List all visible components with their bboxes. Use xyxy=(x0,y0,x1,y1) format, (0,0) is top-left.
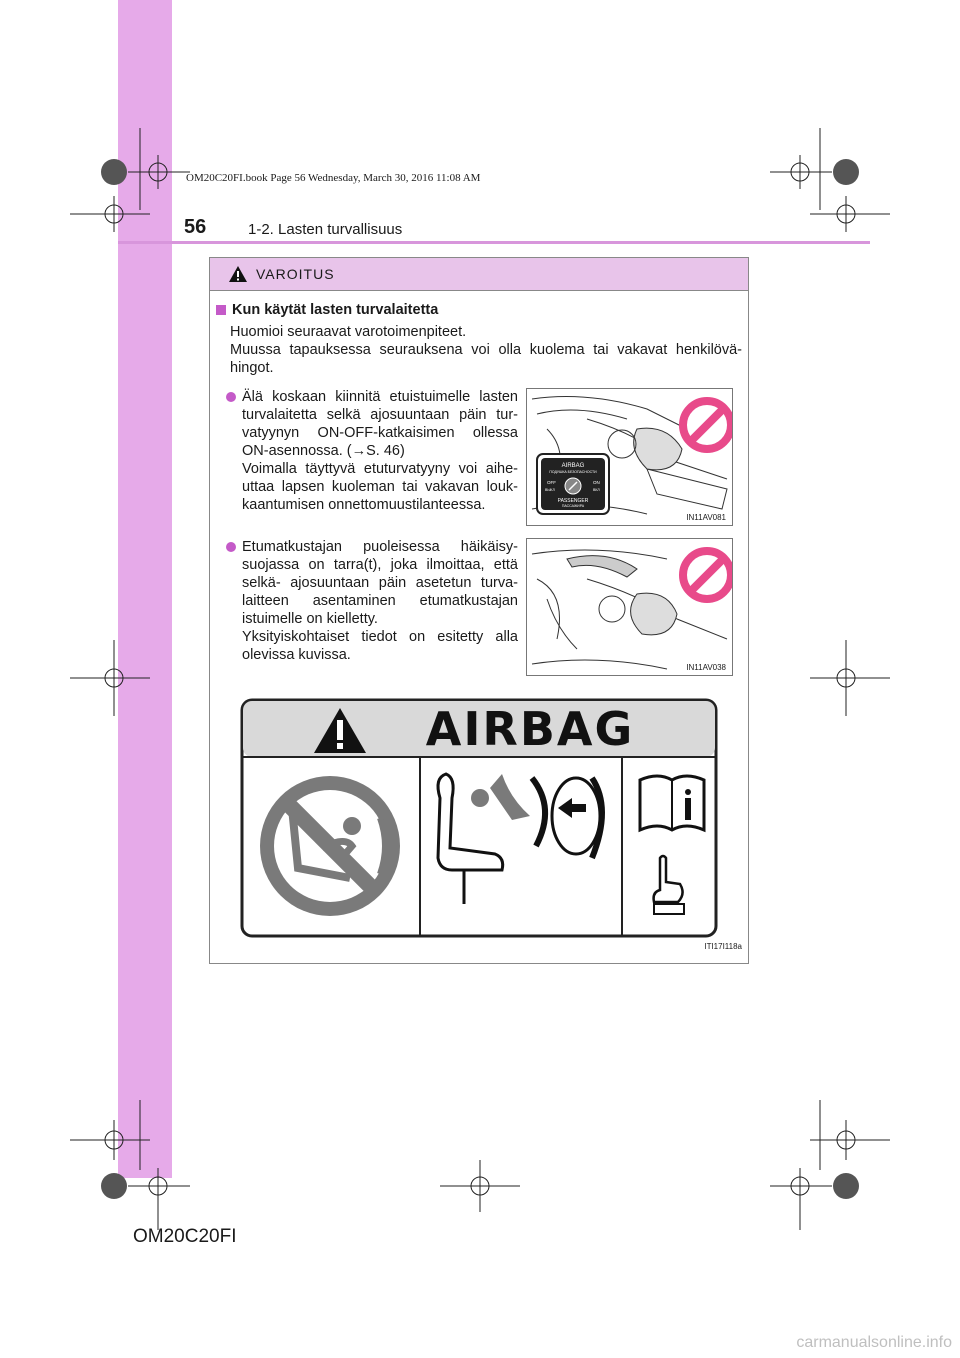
warning-heading: VAROITUS xyxy=(256,266,335,282)
switch-on-ru-label: ВКЛ xyxy=(593,488,600,492)
prohibition-icon xyxy=(683,401,731,449)
switch-off-label: OFF xyxy=(547,480,556,485)
figure-3-code: ITI17I118a xyxy=(704,942,742,951)
car-interior-illustration xyxy=(527,389,732,525)
switch-bottom-label: PASSENGER xyxy=(557,498,589,504)
switch-off-ru-label: ВЫКЛ xyxy=(545,488,555,492)
footer-code: OM20C20FI xyxy=(133,1226,237,1247)
page-number: 56 xyxy=(184,216,207,238)
round-bullet-icon xyxy=(226,392,236,402)
watermark: carmanualsonline.info xyxy=(796,1334,952,1351)
figure-sun-visor xyxy=(526,538,733,676)
airbag-label-illustration xyxy=(240,698,718,938)
airbag-warning-label xyxy=(240,698,718,938)
warning-box xyxy=(209,257,749,964)
bullet-1-text: Älä koskaan kiinnitä etuistuimelle lasten turvalaitetta selkä ajosuuntaan päin tur-vatyynyn ON-OFF-katkaisimen ollessa ON-asennossa. (→S. 46) Voimalla täyttyvä etuturvatyyny voi aihe-uttaa lapsen kuoleman tai vakavan louk-kaantumisen onnettomuustilanteessa. xyxy=(242,389,518,513)
bullet-item-2 xyxy=(226,538,518,664)
switch-bottom-ru-label: ПАССАЖИРА xyxy=(561,504,585,508)
square-bullet-icon xyxy=(216,305,226,315)
prohibition-icon xyxy=(683,551,731,599)
round-bullet-icon xyxy=(226,542,236,552)
section-title: 1-2. Lasten turvallisuus xyxy=(248,221,403,238)
warning-header xyxy=(210,258,748,291)
label-title: AIRBAG xyxy=(425,702,635,756)
car-interior-visor-illustration xyxy=(527,539,732,675)
bullet-2-text: Etumatkustajan puoleisessa häikäisy-suojassa on tarra(t), joka ilmoittaa, että selkä- ajosuuntaan päin asetetun turva-laitteen asentaminen etumatkustajan istuimelle on kielletty. Yksityiskohtaiset tiedot on esitetty alla olevissa kuvissa. xyxy=(242,539,518,663)
warning-triangle-icon xyxy=(228,265,248,283)
switch-top-label: AIRBAG xyxy=(561,463,585,469)
switch-on-label: ON xyxy=(593,480,600,485)
intro-line-1: Huomioi seuraavat varotoimenpiteet. xyxy=(230,324,467,340)
warning-subtitle xyxy=(216,302,438,318)
figure-1-code: IN11AV081 xyxy=(686,513,726,522)
warning-subtitle-text: Kun käytät lasten turvalaitetta xyxy=(232,302,439,318)
switch-sub-label: ПОДУШКА БЕЗОПАСНОСТИ xyxy=(549,470,597,474)
intro-line-2: Muussa tapauksessa seurauksena voi olla kuolema tai vakavat henkilövä-hingot. xyxy=(230,342,742,376)
figure-airbag-switch xyxy=(526,388,733,526)
book-info: OM20C20FI.book Page 56 Wednesday, March 30, 2016 11:08 AM xyxy=(186,172,481,184)
no-rear-facing-seat-icon xyxy=(260,776,400,916)
figure-2-code: IN11AV038 xyxy=(686,663,726,672)
bullet-item-1 xyxy=(226,388,518,514)
